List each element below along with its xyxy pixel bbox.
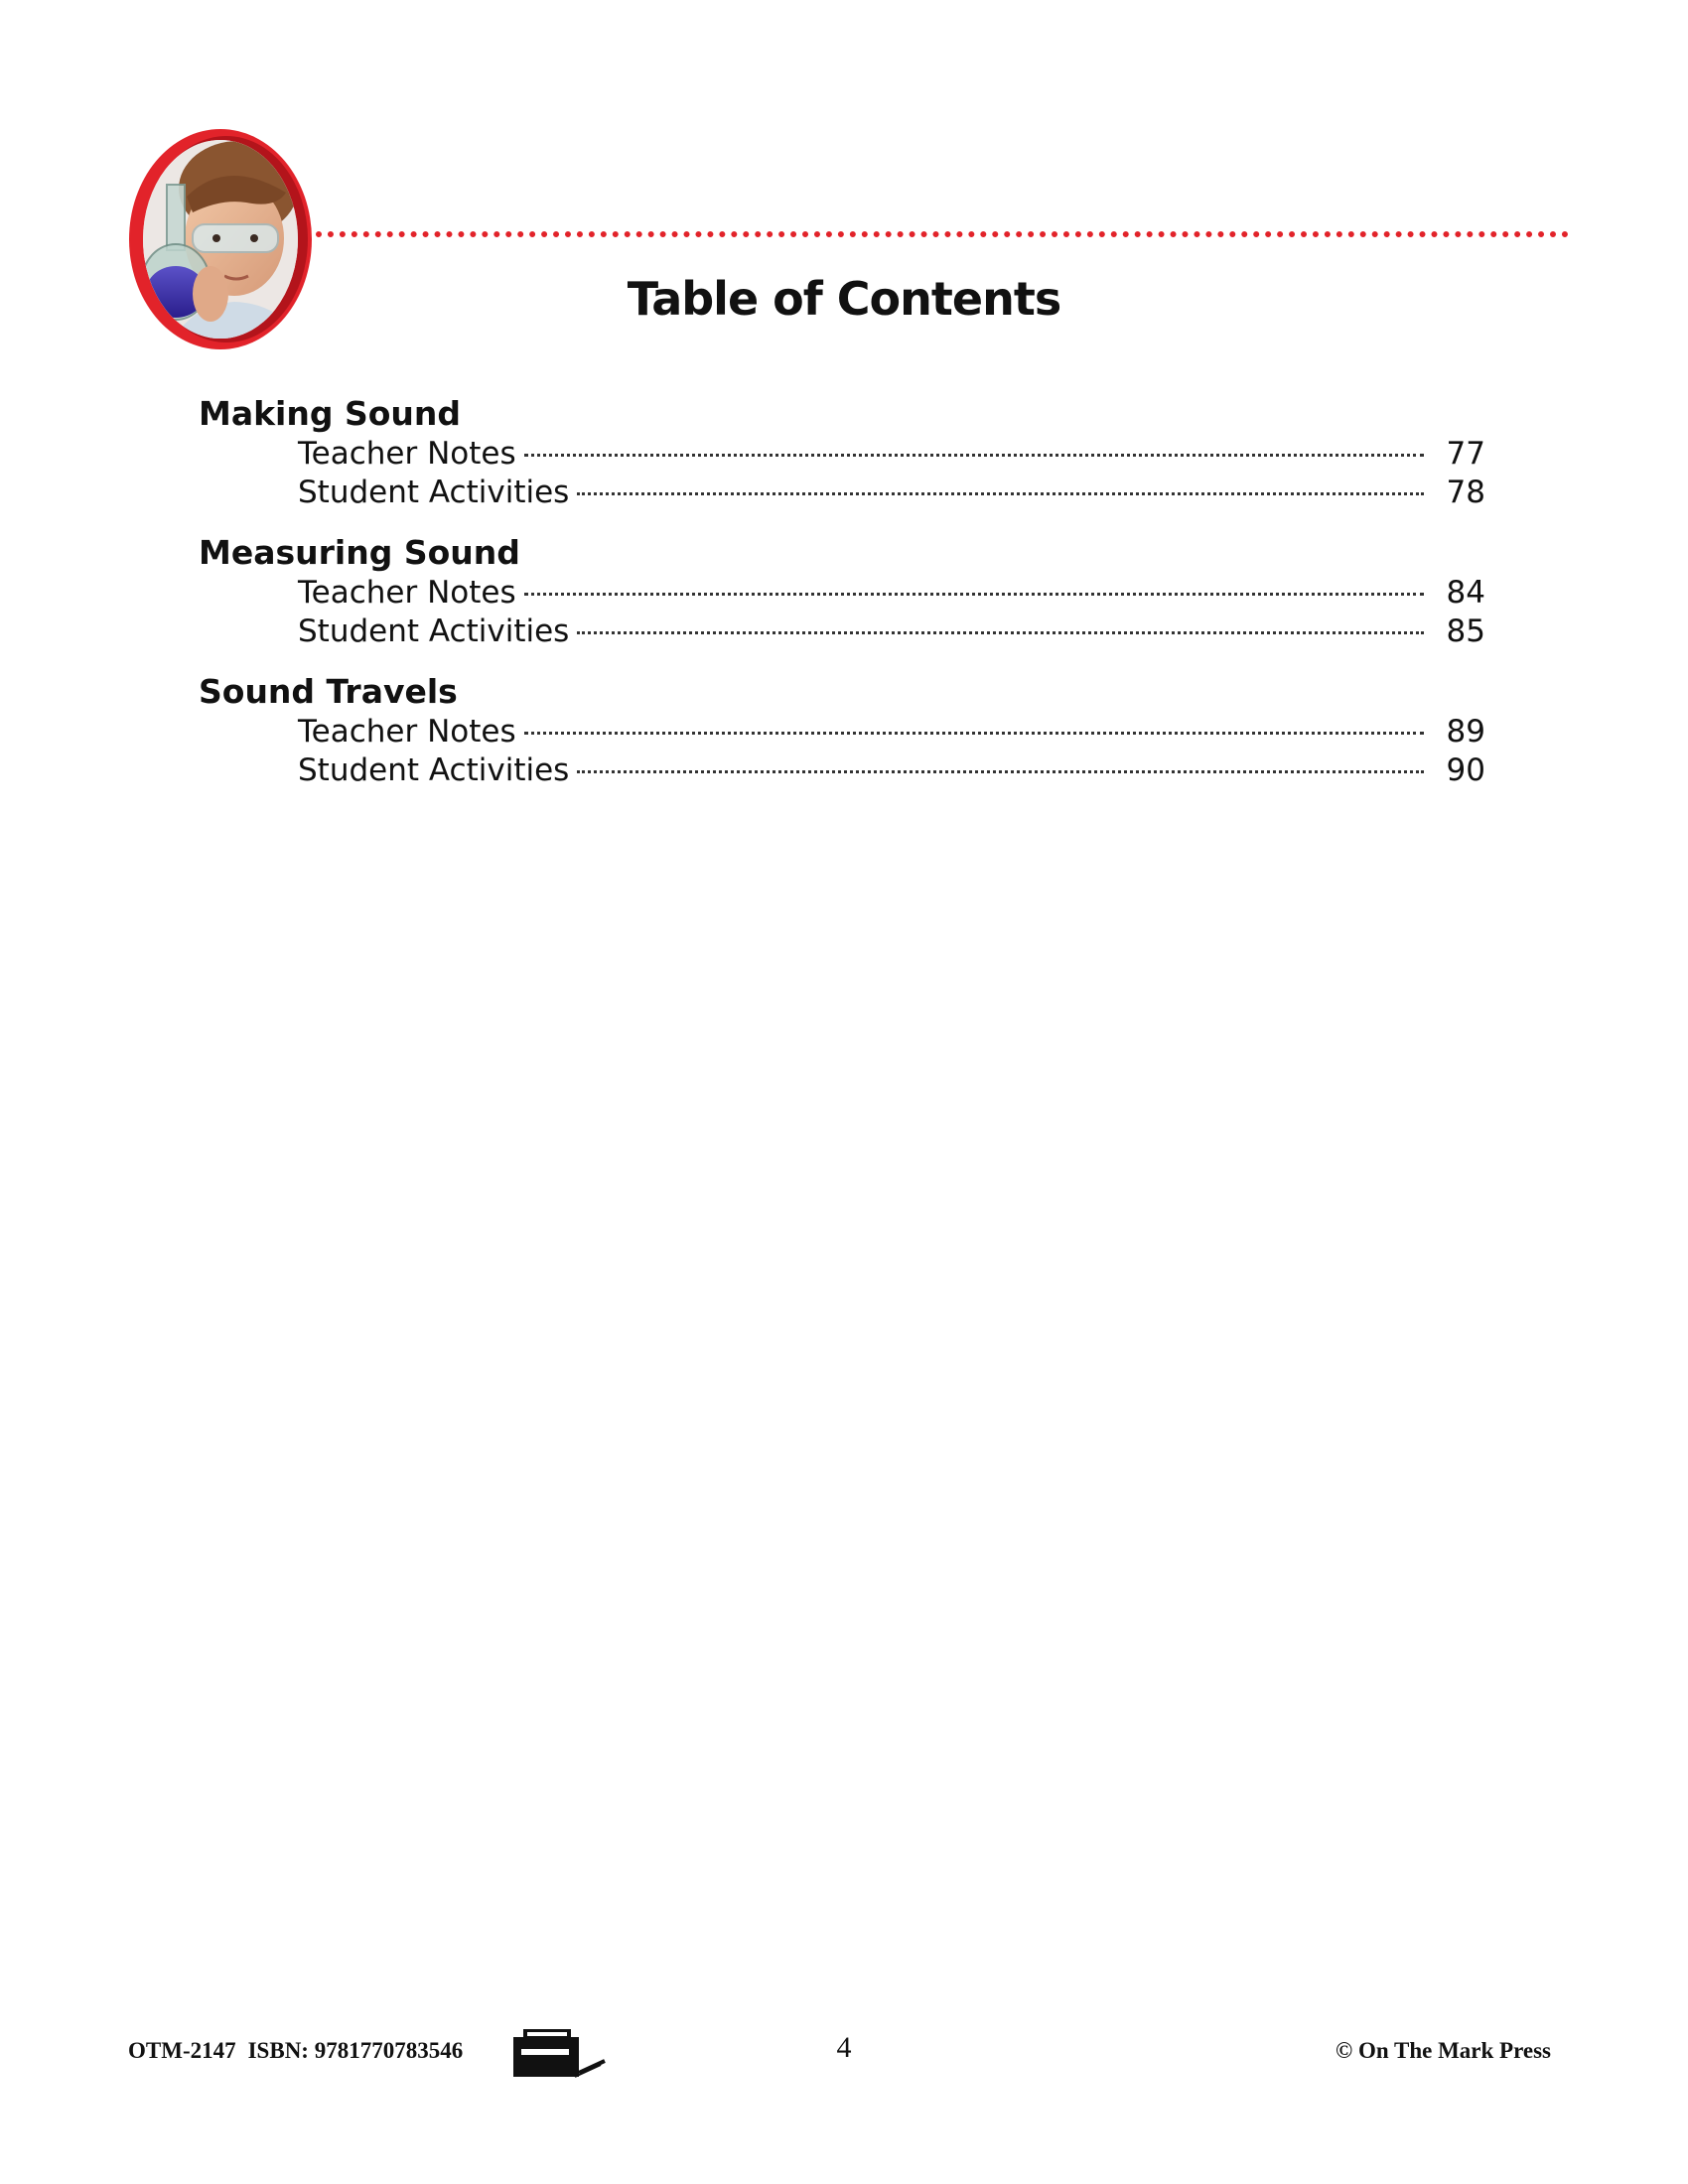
toc-entry-student-activities[interactable] [298,613,1485,651]
copyright: © On The Mark Press [1336,2038,1551,2063]
toc-entry-student-activities[interactable] [298,751,1485,790]
section-heading: Making Sound [199,394,462,433]
entry-label: Teacher Notes [298,575,516,611]
entry-label: Student Activities [298,752,570,788]
dot-leader [524,732,1424,735]
entry-page-number: 78 [1446,475,1485,510]
toc-entry-teacher-notes[interactable] [298,713,1485,751]
toc-section-sound-travels [199,671,1485,790]
entry-label: Teacher Notes [298,714,516,750]
toc-section-measuring-sound [199,532,1485,651]
entry-label: Teacher Notes [298,436,516,472]
entry-page-number: 89 [1446,714,1485,750]
entry-page-number: 77 [1446,436,1485,472]
toc-entry-teacher-notes[interactable] [298,574,1485,613]
footer-product-info [128,2038,463,2064]
dot-leader [577,492,1424,495]
page-title: Table of Contents [627,272,1061,326]
dot-leader [577,770,1424,773]
section-heading: Sound Travels [199,672,458,711]
isbn: ISBN: 9781770783546 [247,2038,464,2063]
dot-leader [524,454,1424,457]
toc-entry-teacher-notes[interactable] [298,435,1485,474]
entry-page-number: 84 [1446,575,1485,611]
page-number: 4 [836,2031,852,2064]
dot-leader [524,593,1424,596]
section-heading: Measuring Sound [199,533,520,572]
header-dotted-rule [316,231,1569,237]
table-of-contents [199,393,1485,810]
entry-page-number: 90 [1446,752,1485,788]
product-code: OTM-2147 [128,2038,236,2063]
photocopier-icon [509,2027,609,2079]
toc-entry-student-activities[interactable] [298,474,1485,512]
entry-label: Student Activities [298,614,570,649]
toc-section-making-sound [199,393,1485,512]
entry-page-number: 85 [1446,614,1485,649]
dot-leader [577,631,1424,634]
entry-label: Student Activities [298,475,570,510]
